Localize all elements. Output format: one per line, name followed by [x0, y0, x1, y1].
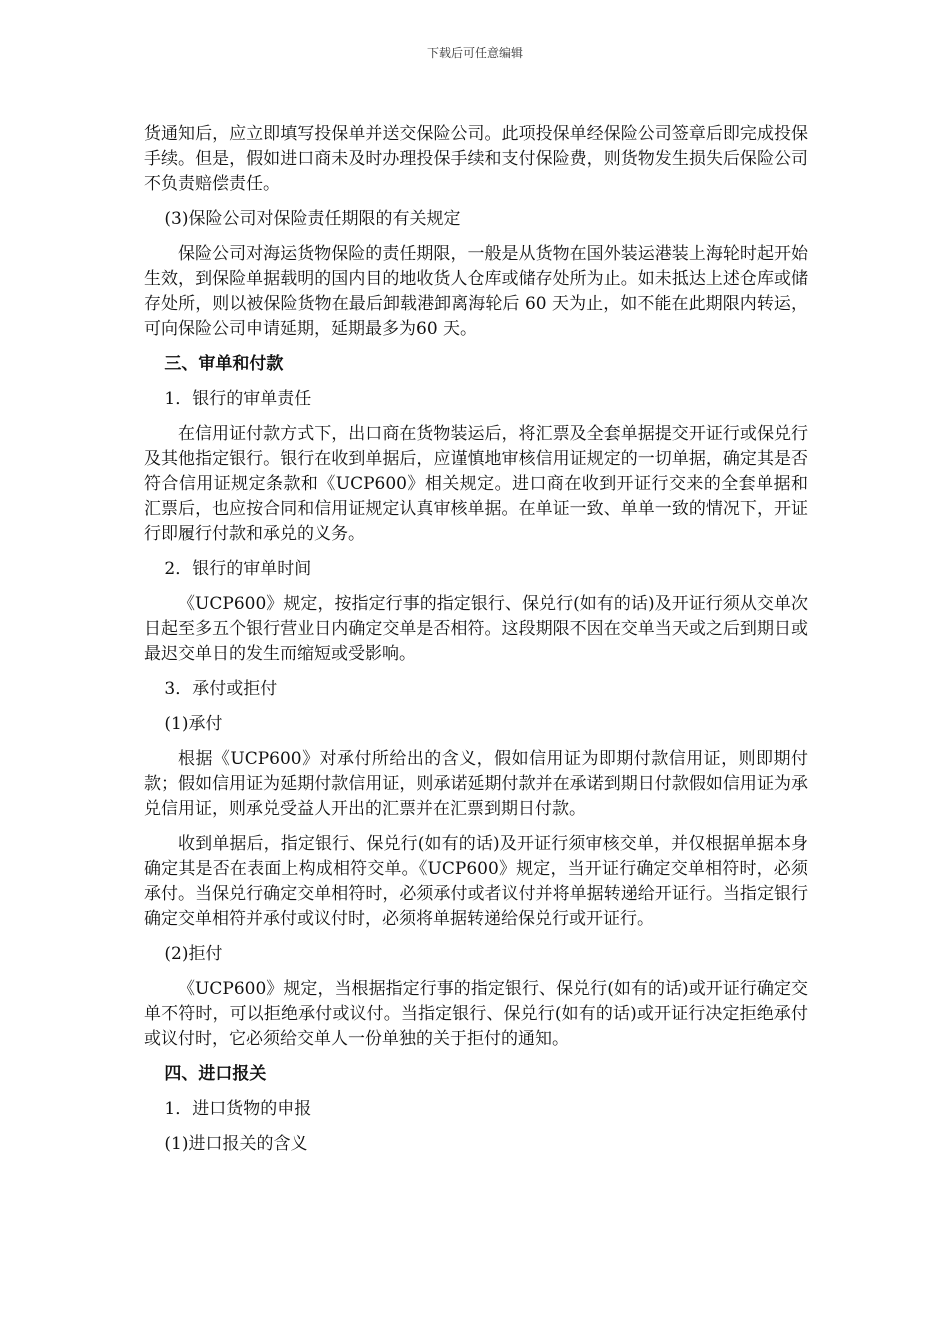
paragraph: 保险公司对海运货物保险的责任期限，一般是从货物在国外装运港装上海轮时起开始生效，到保险单据载明的国内目的地收货人仓库或储存处所为止。如未抵达上述仓库或储存处所，则以被保险货物在最后卸载港卸离海轮后 60 天为止，如不能在此期限内转运，可向保险公司申请延期，延期最多为60 天。 [144, 244, 808, 339]
document-body [144, 122, 808, 1167]
paragraph: 《UCP600》规定，当根据指定行事的指定银行、保兑行(如有的话)或开证行确定交单不符时，可以拒绝承付或议付。当指定银行、保兑行(如有的话)或开证行决定拒绝承付或议付时，它必须给交单人一份单独的关于拒付的通知。 [144, 979, 808, 1049]
paragraph: 《UCP600》规定，按指定行事的指定银行、保兑行(如有的话)及开证行须从交单次日起至多五个银行营业日内确定交单是否相符。这段期限不因在交单当天或之后到期日或最迟交单日的发生而缩短或受影响。 [144, 594, 808, 664]
subheading: (1)承付 [164, 714, 223, 734]
page-header: 下载后可任意编辑 [426, 46, 523, 60]
subheading: (1)进口报关的含义 [164, 1134, 308, 1154]
subheading: (2)拒付 [164, 944, 223, 964]
subheading: 3．承付或拒付 [164, 679, 278, 699]
paragraph: 货通知后，应立即填写投保单并送交保险公司。此项投保单经保险公司签章后即完成投保手续。但是，假如进口商未及时办理投保手续和支付保险费，则货物发生损失后保险公司不负责赔偿责任。 [144, 124, 808, 194]
subheading: 2．银行的审单时间 [164, 559, 312, 579]
paragraph: 收到单据后，指定银行、保兑行(如有的话)及开证行须审核交单，并仅根据单据本身确定其是否在表面上构成相符交单。《UCP600》规定，当开证行确定交单相符时，必须承付。当保兑行确定交单相符时，必须承付或者议付并将单据转递给开证行。当指定银行确定交单相符并承付或议付时，必须将单据转递给保兑行或开证行。 [144, 834, 808, 929]
paragraph: 根据《UCP600》对承付所给出的含义，假如信用证为即期付款信用证，则即期付款；假如信用证为延期付款信用证，则承诺延期付款并在承诺到期日付款假如信用证为承兑信用证，则承兑受益人开出的汇票并在汇票到期日付款。 [144, 749, 808, 819]
paragraph: 在信用证付款方式下，出口商在货物装运后，将汇票及全套单据提交开证行或保兑行及其他指定银行。银行在收到单据后，应谨慎地审核信用证规定的一切单据，确定其是否符合信用证规定条款和《UCP600》相关规定。进口商在收到开证行交来的全套单据和汇票后，也应按合同和信用证规定认真审核单据。在单证一致、单单一致的情况下，开证行即履行付款和承兑的义务。 [144, 424, 808, 544]
section-heading: 四、进口报关 [164, 1064, 267, 1084]
section-heading: 三、审单和付款 [164, 354, 284, 374]
subheading: (3)保险公司对保险责任期限的有关规定 [164, 209, 461, 229]
subheading: 1．银行的审单责任 [164, 389, 312, 409]
subheading: 1．进口货物的申报 [164, 1099, 312, 1119]
